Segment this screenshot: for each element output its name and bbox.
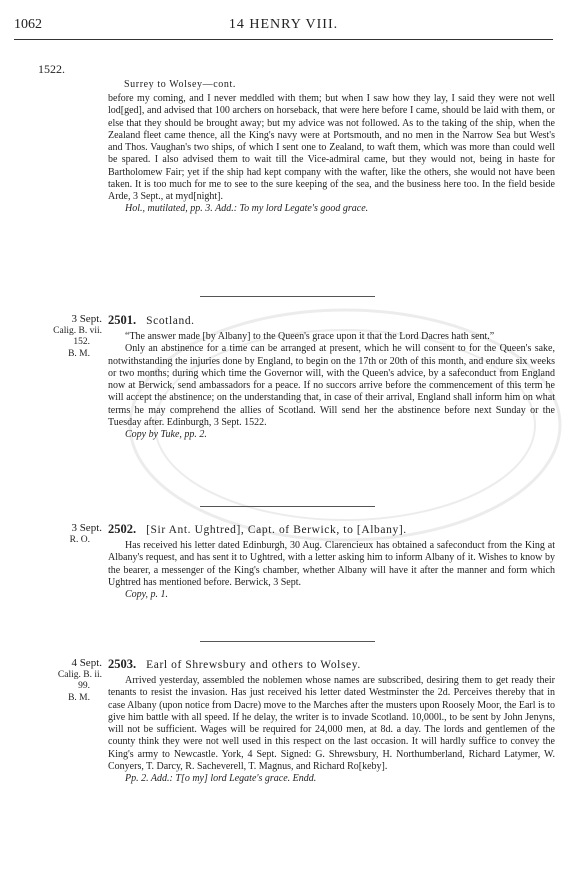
- entry-2503-paragraph: Arrived yesterday, assembled the noblemen whose names are subscribed, desiring them to get ready their tenants to resist the invasion. Has just received his letter dated Westminster the 2d. Perceives thereby that in case Albany (upon notice from Dacre) move to the Marches after the musters upon Roosely Moor, the Earl is to give him battle with all speed. If he delay, the writer is to invade Scotland. 10,000l., to be sent by John Jenyns, will not be sufficient. Wages will be required for 24,000 men, at 8d. a day. The lords and gentlemen of the county think they were not well used in this respect on the last occasion. It will hardly suffice to convey the King's army to Newcastle. York, 4 Sept. Signed: G. Shrewsbury, H. Northumberland, Richard Latymer, W. Conyers, T. Darcy, R. Sacheverell, T. Magnus, and Richard Ro[keby].: [108, 675, 555, 772]
- entry-2501-number: 2501.: [108, 313, 137, 327]
- entry-2502-heading: [108, 522, 407, 537]
- entry-2501-note: Copy by Tuke, pp. 2.: [125, 429, 207, 440]
- entry-2502-date: 3 Sept.: [71, 522, 102, 534]
- entry-2503-note: Pp. 2. Add.: T[o my] lord Legate's grace. Endd.: [125, 773, 317, 784]
- entry-2501-paragraph: “The answer made [by Albany] to the Queen's grace upon it that the Lord Dacres hath sent.”: [125, 331, 495, 342]
- entry-2501-date: 3 Sept.: [71, 313, 102, 325]
- entry-2501-body: [108, 331, 555, 441]
- entry-2502-body: [108, 540, 555, 601]
- entry-2503-title: Earl of Shrewsbury and others to Wolsey.: [146, 659, 361, 671]
- entry-2501-title: Scotland.: [146, 315, 195, 327]
- running-head: 14 HENRY VIII.: [228, 17, 339, 32]
- entry-2503-heading: [108, 657, 361, 672]
- entry-divider: [200, 641, 375, 642]
- continued-entry-note: Hol., mutilated, pp. 3. Add.: To my lord Legate's good grace.: [125, 203, 369, 215]
- entry-2501-paragraph: Only an abstinence for a time can be arranged at present, which he will consent to for the Queen's sake, notwithstanding the injuries done by England, to begin on the 17th or 20th of this month, and endure six weeks or two months; during which time the Governor will, with the Queen's advice, by a safeconduct from England now at Berwick, send ambassadors for a peace. If no succors arrive before the commencement of this term he will accept the abstinence; on the understanding that, in case of their arrival, England shall inform him on what terms he may comprehend the allies of Scotland. Will send her the abstinence before next Sunday or the Tuesday after. Edinburgh, 3 Sept. 1522.: [108, 343, 555, 428]
- page-number: 1062: [14, 17, 42, 32]
- entry-2503-date: 4 Sept.: [71, 657, 102, 669]
- header-rule: [14, 39, 553, 40]
- entry-2501-ref2: 152.: [73, 337, 90, 347]
- entry-2503-body: [108, 675, 555, 785]
- entry-divider: [200, 506, 375, 507]
- entry-2501-heading: [108, 313, 195, 328]
- entry-2502-ref1: R. O.: [69, 534, 90, 545]
- continued-entry-body: [108, 93, 555, 216]
- year-margin: 1522.: [38, 62, 65, 76]
- entry-2503-ref2: 99.: [78, 681, 90, 691]
- entry-2503-margin: [0, 658, 102, 704]
- entry-2502-paragraph: Has received his letter dated Edinburgh, 30 Aug. Clarencieux has obtained a safeconduct from the King at Albany's request, and has sent it to Ughtred, with a letter asking him to inform Albany of it. Wishes to know by the bearer, a messenger of the King's chamber, whether Albany will have it after the manner and form which Ughtred has mentioned before. Berwick, 3 Sept.: [108, 540, 555, 588]
- entry-2502-margin: [0, 523, 102, 546]
- entry-2501-ref1: Calig. B. vii.: [53, 325, 102, 336]
- page-header: [0, 0, 567, 34]
- entry-divider: [200, 296, 375, 297]
- continued-entry-heading: Surrey to Wolsey—cont.: [124, 79, 236, 90]
- entry-2501-margin: [0, 314, 102, 360]
- entry-2502-note: Copy, p. 1.: [125, 589, 169, 600]
- entry-2501-ref3: B. M.: [68, 348, 90, 359]
- continued-entry-text: before my coming, and I never meddled with them; but when I saw how they lay, I said they were not well lod[ged], and advised that 100 archers on horseback, that were here before I came, should be laid with them, or else that they should be brought away; but my advice was not followed. As to the taking of the ship, when the Zealand fleet came thence, all the King's navy were at Portsmouth, and no men in the Narrow Sea but West's and Thos. Vaughan's two ships, of which I sent one to Zealand, to waft them, which was more than could well be spared. I also advised them to wait till the Vice-admiral came, but they would not, being in haste for Bartholomew Fair; yet if the ship had kept company with the wafter, like the others, she would not have been taken. It is too much for me to see to the sure keeping of the sea, and the business here too. In the field beside Arde, 3 Sept., at myd[night].: [108, 93, 555, 202]
- entry-2503-number: 2503.: [108, 657, 137, 671]
- entry-2502-number: 2502.: [108, 522, 137, 536]
- entry-2503-ref1: Calig. B. ii.: [57, 669, 102, 680]
- entry-2503-ref3: B. M.: [68, 692, 90, 703]
- entry-2502-title: [Sir Ant. Ughtred], Capt. of Berwick, to [Albany].: [146, 524, 407, 536]
